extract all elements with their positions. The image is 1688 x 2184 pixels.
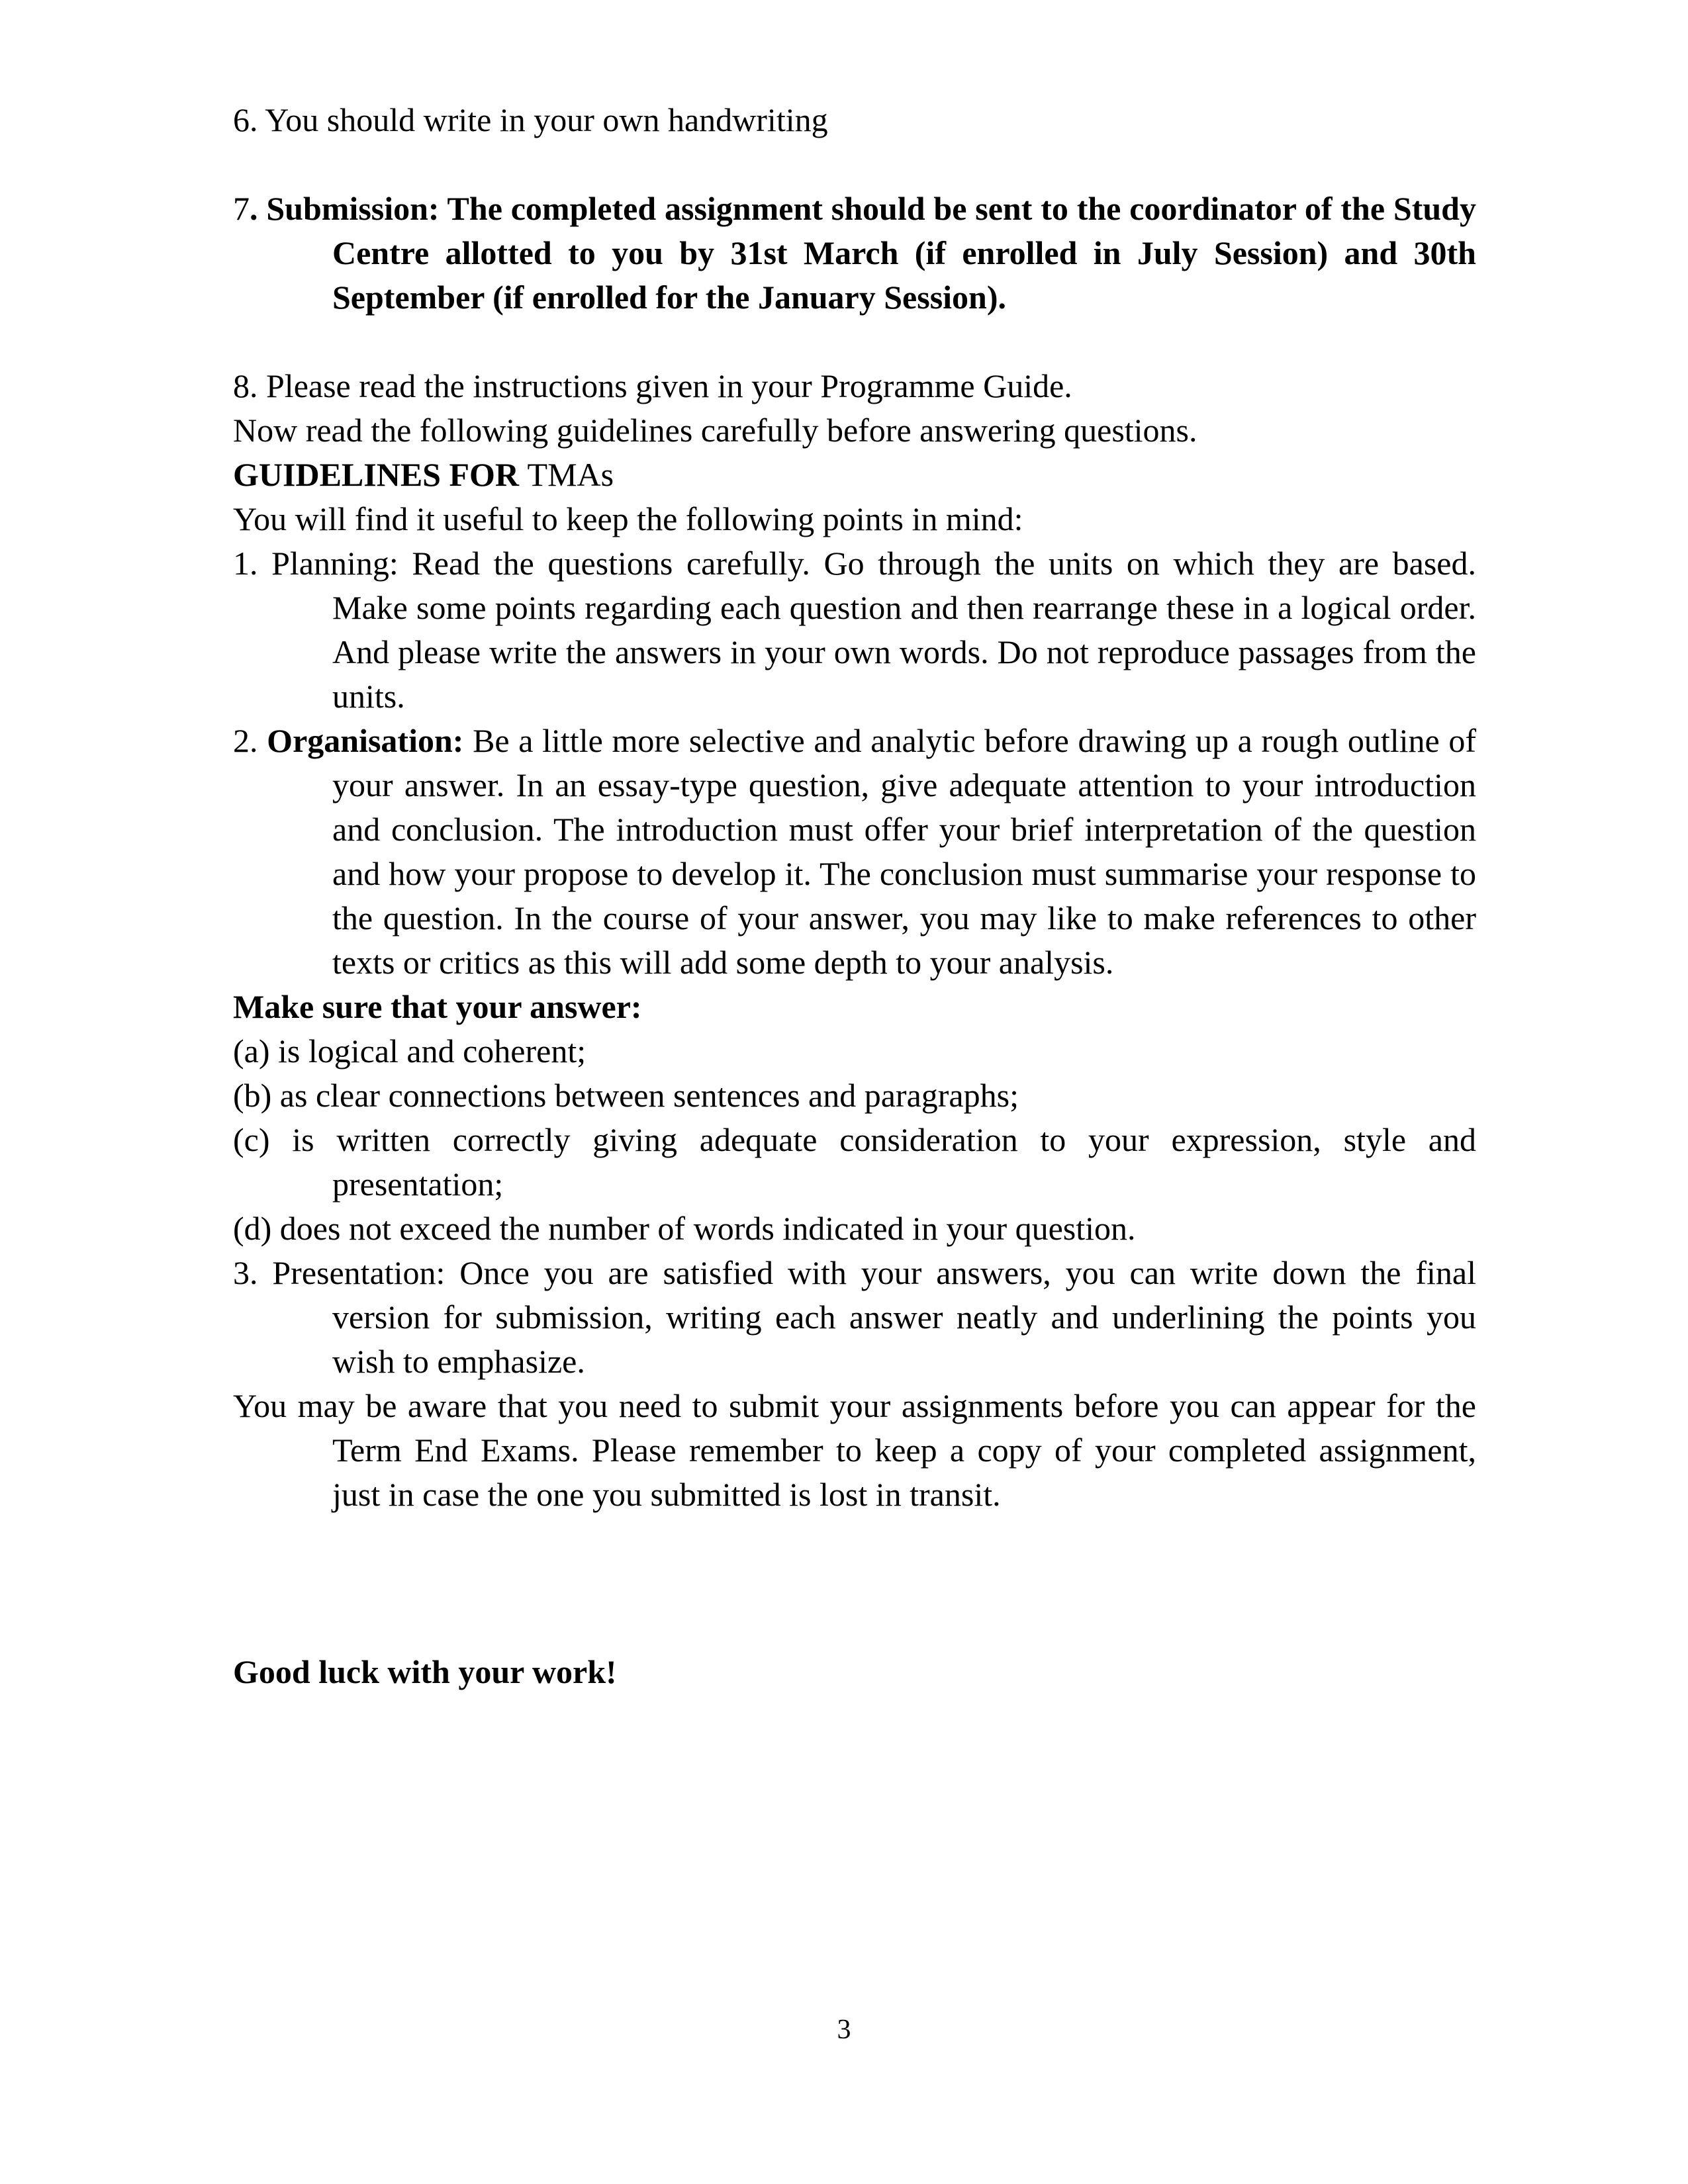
answer-point-a: (a) is logical and coherent; (233, 1032, 586, 1069)
item-2-number: 2. (233, 722, 267, 759)
page-number: 3 (837, 2015, 851, 2045)
item-7-bold-text: . Submission: The completed assignment should be sent to the coordinator of the Study Centre allotted to you by 31st March (if enrolled in July Session) and 30th September (if enrolled for the January Session). (250, 190, 1476, 316)
instruction-item-6: 6. You should write in your own handwriting (233, 101, 828, 138)
guideline-item-3: 3. Presentation: Once you are satisfied with your answers, you can write down the final version for submission, writing each answer neatly and underlining the points you wish to emphasize. (233, 1254, 1476, 1380)
good-luck-message: Good luck with your work! (233, 1653, 617, 1690)
now-read-guidelines-line: Now read the following guidelines carefully before answering questions. (233, 412, 1197, 449)
answer-point-b: (b) as clear connections between sentences and paragraphs; (233, 1077, 1019, 1114)
make-sure-heading: Make sure that your answer: (233, 988, 642, 1025)
guidelines-heading (233, 453, 1476, 497)
instruction-item-8: 8. Please read the instructions given in your Programme Guide. (233, 367, 1072, 404)
guideline-item-2 (233, 719, 1476, 985)
item-7-number: 7 (233, 190, 250, 227)
spacer (233, 142, 1476, 187)
answer-point-d: (d) does not exceed the number of words indicated in your question. (233, 1210, 1136, 1247)
closing-paragraph: You may be aware that you need to submit your assignments before you can appear for the Term End Exams. Please remember to keep a copy of your completed assignment, just in case the one you submitted is lost in transit. (233, 1387, 1476, 1513)
guideline-item-1: 1. Planning: Read the questions carefully. Go through the units on which they are based. Make some points regarding each question and then rearrange these in a logical order. And please write the answers in your own words. Do not reproduce passages from the units. (233, 545, 1476, 715)
guidelines-heading-regular: TMAs (527, 456, 614, 493)
instruction-item-7 (233, 187, 1476, 320)
answer-point-c: (c) is written correctly giving adequate consideration to your expression, style and presentation; (233, 1121, 1476, 1203)
spacer (233, 1517, 1476, 1606)
item-2-bold-lead: Organisation: (267, 722, 464, 759)
spacer (233, 320, 1476, 364)
document-body (233, 98, 1476, 1694)
useful-points-line: You will find it useful to keep the following points in mind: (233, 500, 1023, 537)
guidelines-heading-bold: GUIDELINES FOR (233, 456, 528, 493)
spacer (233, 1606, 1476, 1650)
item-2-body: Be a little more selective and analytic before drawing up a rough outline of your answer. In an essay-type question, give adequate attention to your introduction and conclusion. The introduction must offer your brief interpretation of the question and how your propose to develop it. The conclusion must summarise your response to the question. In the course of your answer, you may like to make references to other texts or critics as this will add some depth to your analysis. (332, 722, 1477, 981)
